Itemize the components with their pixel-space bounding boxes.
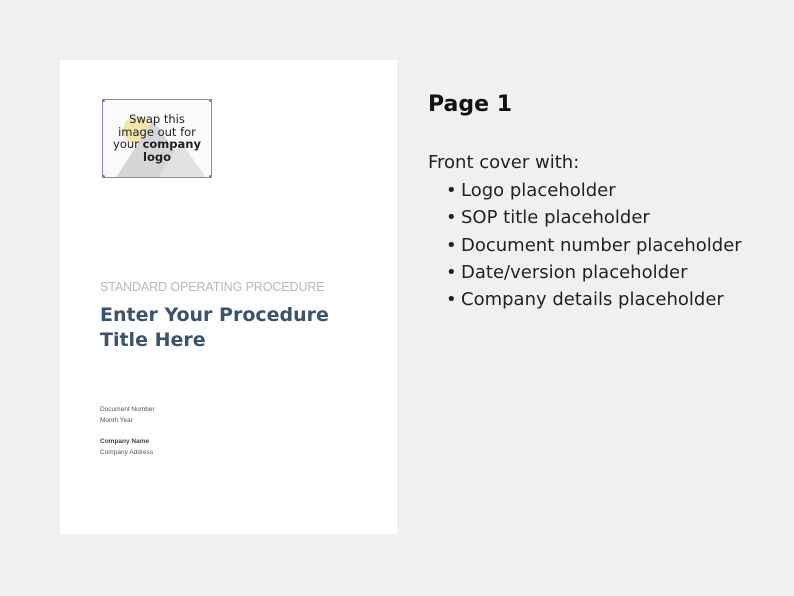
logo-text-line	[103, 151, 211, 164]
logo-placeholder[interactable]	[102, 99, 212, 178]
selection-handle[interactable]	[209, 99, 212, 102]
logo-placeholder-text	[103, 113, 211, 163]
bullet-icon: •	[446, 180, 457, 201]
list-item	[446, 234, 742, 261]
bullet-icon: •	[446, 207, 457, 229]
list-item	[446, 261, 742, 288]
document-page-preview	[60, 60, 397, 534]
list-item-text: Date/version placeholder	[461, 261, 688, 283]
selection-handle[interactable]	[102, 175, 105, 178]
logo-text-line: Swap this	[129, 112, 185, 126]
procedure-title-line: Title Here	[100, 329, 206, 351]
sop-label: STANDARD OPERATING PROCEDURE	[100, 280, 325, 294]
logo-text-bold: company	[142, 137, 201, 151]
list-item-text: Document number placeholder	[461, 234, 742, 256]
bullet-icon: •	[446, 261, 457, 283]
month-year[interactable]: Month Year	[100, 417, 133, 424]
feature-list	[446, 179, 742, 315]
list-item-text: Logo placeholder	[461, 180, 616, 201]
list-item	[446, 288, 742, 315]
logo-text-line: image out for	[118, 124, 196, 139]
logo-text-bold: logo	[143, 149, 171, 164]
list-item-text: Company details placeholder	[461, 289, 724, 311]
selection-handle[interactable]	[209, 175, 212, 178]
bullet-icon: •	[446, 234, 457, 256]
list-item-text: SOP title placeholder	[461, 207, 650, 229]
logo-text-prefix: your	[113, 137, 143, 151]
list-item	[446, 206, 742, 233]
list-item	[446, 179, 742, 206]
bullet-icon: •	[446, 289, 457, 311]
document-number[interactable]: Document Number	[100, 406, 155, 413]
procedure-title-line: Enter Your Procedure	[100, 304, 329, 326]
procedure-title[interactable]	[100, 303, 380, 353]
page-heading: Page 1	[428, 92, 513, 117]
company-address[interactable]: Company Address	[100, 449, 154, 456]
company-name[interactable]: Company Name	[100, 438, 150, 445]
description-intro: Front cover with:	[428, 152, 580, 173]
